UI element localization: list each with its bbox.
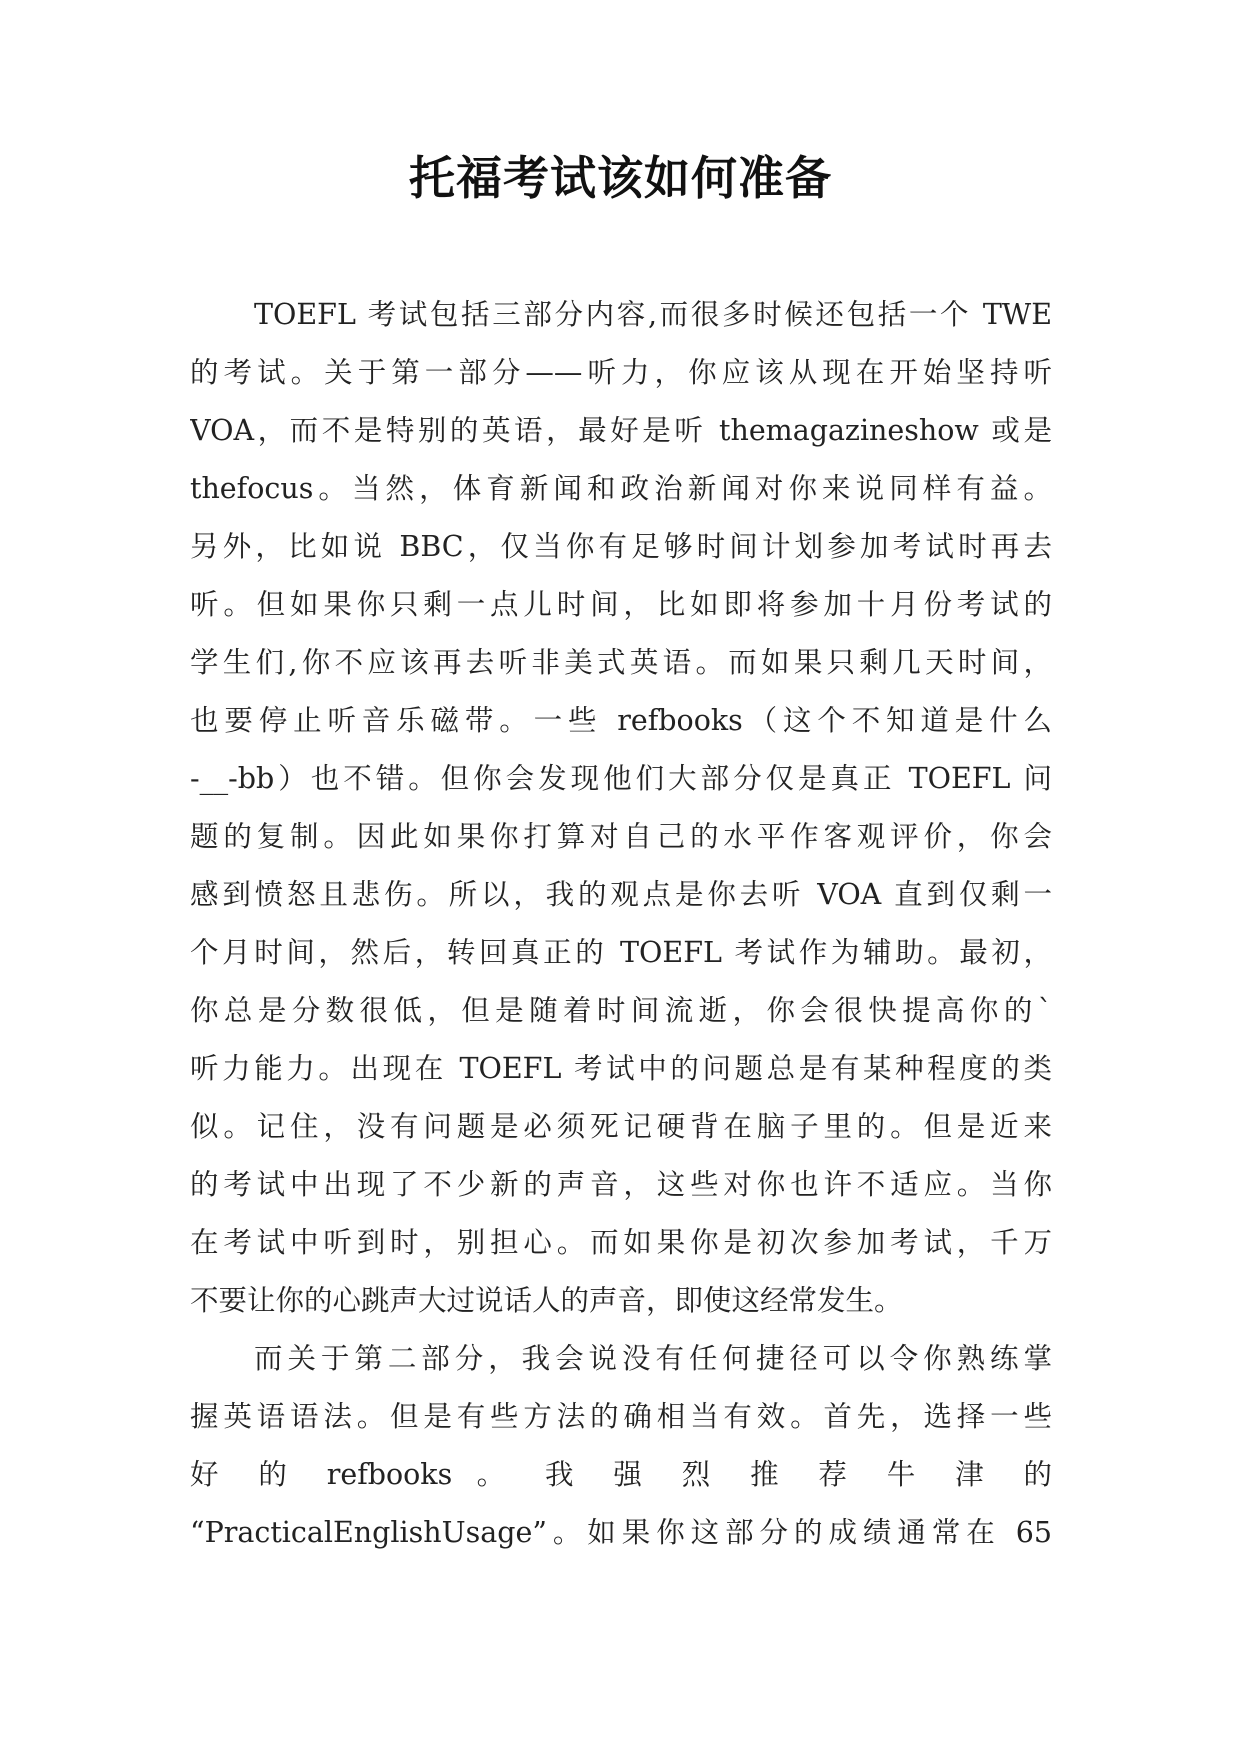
paragraph-1 (190, 286, 1052, 1330)
text-line: 另外，比如说 BBC，仅当你有足够时间计划参加考试时再去 (190, 530, 1052, 563)
text-line: 不要让你的心跳声大过说话人的声音，即使这经常发生。 (190, 1284, 903, 1317)
text-line: 的考试。关于第一部分——听力，你应该从现在开始坚持听 (190, 356, 1052, 389)
text-line: 也要停止听音乐磁带。一些 refbooks（这个不知道是什么 (190, 704, 1052, 737)
text-line: 你总是分数很低，但是随着时间流逝，你会很快提高你的` (190, 994, 1052, 1027)
text-line: 听。但如果你只剩一点儿时间，比如即将参加十月份考试的 (190, 588, 1052, 621)
text-line: 听力能力。出现在 TOEFL 考试中的问题总是有某种程度的类 (190, 1052, 1052, 1085)
document-title: 托福考试该如何准备 (409, 151, 832, 205)
paragraph-2 (190, 1330, 1052, 1562)
text-line: 学生们,你不应该再去听非美式英语。而如果只剩几天时间， (190, 646, 1052, 679)
text-line: 似。记住，没有问题是必须死记硬背在脑子里的。但是近来 (190, 1110, 1052, 1143)
text-line: 个月时间，然后，转回真正的 TOEFL 考试作为辅助。最初， (190, 936, 1052, 969)
text-line: -__-bb）也不错。但你会发现他们大部分仅是真正 TOEFL 问 (190, 762, 1052, 795)
document-body (190, 286, 1052, 1562)
text-line: 的考试中出现了不少新的声音，这些对你也许不适应。当你 (190, 1168, 1052, 1201)
text-line: 题的复制。因此如果你打算对自己的水平作客观评价，你会 (190, 820, 1052, 853)
text-line: 握英语语法。但是有些方法的确相当有效。首先，选择一些 (190, 1400, 1052, 1433)
text-line: “PracticalEnglishUsage”。如果你这部分的成绩通常在 65 (190, 1516, 1052, 1549)
text-line: TOEFL 考试包括三部分内容,而很多时候还包括一个 TWE (254, 298, 1052, 331)
text-line: 好 的 refbooks 。 我 强 烈 推 荐 牛 津 的 (190, 1458, 1052, 1491)
text-line: VOA，而不是特别的英语，最好是听 themagazineshow 或是 (190, 414, 1052, 447)
text-line: 感到愤怒且悲伤。所以，我的观点是你去听 VOA 直到仅剩一 (190, 878, 1052, 911)
text-line: 而关于第二部分，我会说没有任何捷径可以令你熟练掌 (254, 1342, 1052, 1375)
text-line: thefocus。当然，体育新闻和政治新闻对你来说同样有益。 (190, 472, 1052, 505)
text-line: 在考试中听到时，别担心。而如果你是初次参加考试，千万 (190, 1226, 1052, 1259)
